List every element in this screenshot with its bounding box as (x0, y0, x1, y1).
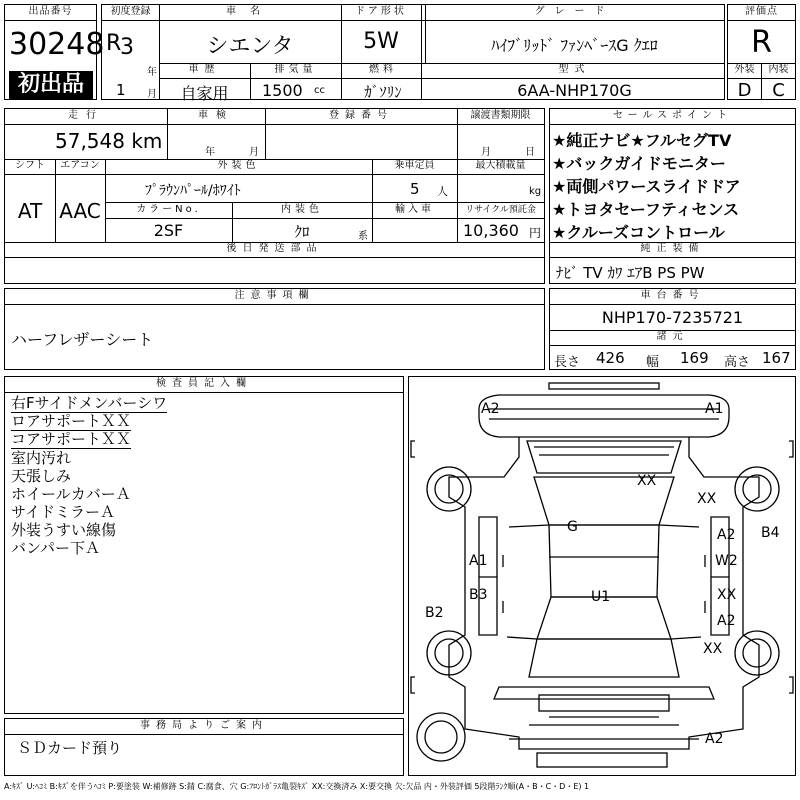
interior-color-unit: 系 (358, 231, 368, 242)
sales-points-box (549, 108, 796, 284)
interior-color: ｸﾛ (294, 223, 310, 241)
width-label: 幅 (646, 355, 660, 370)
office-value: ＳＤカード預り (17, 739, 123, 757)
exterior-grade: D (737, 80, 752, 101)
damage-mark: U1 (591, 589, 611, 605)
score: R (751, 25, 772, 60)
main-header-grid (101, 4, 725, 103)
ac-label: エアコン (60, 160, 100, 171)
car-outline-icon (409, 377, 795, 775)
sales-point-item: ★クルーズコントロール (552, 223, 725, 242)
first-time-badge: 初出品 (9, 71, 93, 99)
height-label: 高さ (724, 355, 751, 370)
lot-number: 30248 (9, 27, 105, 62)
damage-mark: XX (703, 641, 723, 657)
shift: AT (17, 199, 43, 223)
shift-label: シフト (15, 160, 45, 171)
door-type: 5W (363, 29, 399, 54)
inspection-month: 月 (249, 147, 259, 158)
score-label: 評価点 (728, 5, 795, 21)
damage-mark: B2 (425, 605, 444, 621)
inspection-label: 車検 (198, 110, 234, 121)
notes-box (4, 288, 545, 370)
damage-mark: XX (717, 587, 737, 603)
damage-mark: A2 (705, 731, 724, 747)
grade: ﾊｲﾌﾞﾘｯﾄﾞ ﾌｧﾝﾍﾞｰｽG ｸｴﾛ (491, 36, 658, 55)
sales-point-item: ★トヨタセーフティセンス (552, 200, 740, 219)
inspector-note-item: ホイールカバーＡ (11, 485, 131, 503)
import-label: 輸入車 (395, 204, 434, 215)
inspector-note-item: 右Fサイドメンバーシワ (11, 394, 168, 412)
door-label: ドア形状 (355, 6, 407, 17)
interior-color-label: 内装色 (281, 204, 323, 215)
reg-year: 3 (120, 35, 134, 60)
reg-era: R (106, 31, 122, 56)
length-value: 426 (596, 349, 625, 367)
displacement: 1500 (262, 81, 303, 100)
chassis-box (549, 288, 796, 370)
color-label: 外装色 (217, 160, 260, 171)
inspector-note-item: 天張しみ (11, 467, 72, 485)
damage-mark: A2 (717, 527, 736, 543)
sales-point-item: ★両側パワースライドドア (552, 177, 741, 196)
damage-mark: A2 (717, 613, 736, 629)
capacity: 5 (410, 180, 420, 198)
office-label: 事務局よりご案内 (5, 719, 403, 735)
color-no: 2SF (153, 221, 184, 240)
mileage: 57,548 km (55, 129, 163, 153)
recycle-unit: 円 (529, 226, 542, 240)
sales-point-item: ★純正ナビ★フルセグTV (552, 131, 732, 150)
plate-label: 登録番号 (329, 110, 393, 121)
damage-mark: G (567, 519, 578, 535)
reg-month: 1 (116, 81, 126, 99)
inspector-note-item: 外装うすい線傷 (11, 521, 117, 539)
damage-mark: B3 (469, 587, 488, 603)
exterior-label: 外装 (734, 64, 755, 75)
damage-mark: A2 (481, 401, 500, 417)
history: 自家用 (180, 84, 229, 103)
damage-mark: A1 (469, 553, 488, 569)
inspector-note-item: 室内汚れ (11, 449, 72, 467)
equipment-label: 純正装備 (640, 243, 705, 254)
capacity-label: 乗車定員 (394, 160, 435, 171)
reg-year-unit: 年 (147, 67, 157, 78)
transfer-month: 月 (481, 147, 491, 158)
displacement-label: 排気量 (274, 64, 317, 75)
inspection-year: 年 (205, 147, 215, 158)
lot-number-label: 出品番号 (5, 5, 96, 21)
fuel-label: 燃料 (369, 64, 397, 75)
color-no-label: カラーNo. (136, 204, 201, 215)
interior-grade: C (772, 80, 785, 101)
damage-mark: XX (697, 491, 717, 507)
sales-point-item: ★バックガイドモニター (552, 154, 726, 173)
damage-diagram (408, 376, 796, 776)
chassis-number: NHP170-7235721 (601, 308, 744, 327)
damage-mark: A1 (705, 401, 724, 417)
displacement-unit: cc (314, 85, 325, 96)
model: 6AA-NHP170G (517, 81, 632, 100)
inspector-box (4, 376, 404, 714)
length-label: 長さ (554, 355, 581, 370)
recycle: 10,360 (463, 221, 519, 240)
fuel: ｶﾞｿﾘﾝ (364, 83, 402, 101)
notes-value: ハーフレザーシート (11, 330, 154, 349)
grade-label: グレード (534, 6, 615, 17)
sales-points-label: セールスポイント (550, 109, 795, 125)
damage-mark: W2 (715, 553, 738, 569)
load-label: 最大積載量 (475, 160, 526, 171)
score-cell (727, 4, 796, 100)
inspector-label: 検査員記入欄 (5, 377, 403, 393)
damage-mark: B4 (761, 525, 780, 541)
chassis-label: 車台番号 (550, 289, 795, 305)
load-unit: kg (529, 186, 542, 197)
dimensions-label: 諸元 (656, 331, 689, 342)
history-label: 車歴 (188, 64, 221, 75)
model-label: 型式 (558, 64, 591, 75)
inspector-note-item: ロアサポートＸＸ (11, 412, 132, 430)
color: ﾌﾟﾗｳﾝﾊﾟｰﾙ/ﾎﾜｲﾄ (145, 183, 241, 199)
inspector-notes (11, 395, 401, 557)
transfer-label: 譲渡書類期限 (470, 110, 531, 121)
legend: A:ｷｽﾞ U:ﾍｺﾐ B:ｷｽﾞを伴うﾍｺﾐ P:要塗装 W:補修跡 S:錆 C:腐食、穴 G:ﾌﾛﾝﾄｶﾞﾗｽ亀裂ｷｽﾞ XX:交換済み X:要交換 欠:欠品 内・外装評価 5段階ﾗﾝｸ順(A・B・C・D・E) 1 (4, 782, 590, 791)
transfer-day: 日 (525, 147, 535, 158)
ac: AAC (59, 199, 101, 223)
car-name: シエンタ (206, 34, 294, 59)
equipment-value: ﾅﾋﾞ TV ｶﾜ ｴｱB PS PW (556, 264, 705, 282)
inspector-note-item: コアサポートＸＸ (11, 430, 132, 448)
width-value: 169 (680, 349, 709, 367)
notes-label: 注意事項欄 (5, 289, 544, 305)
inspector-note-item: サイドミラーＡ (11, 503, 115, 521)
lot-number-cell (4, 4, 105, 100)
capacity-unit: 人 (437, 185, 448, 198)
car-name-label: 車名 (226, 6, 274, 17)
later-parts-label: 後日発送部品 (226, 243, 323, 254)
vehicle-details-grid (4, 108, 545, 284)
office-box (4, 718, 404, 776)
recycle-label: リサイクル預託金 (465, 205, 536, 215)
height-value: 167 (762, 349, 791, 367)
reg-month-unit: 月 (147, 89, 157, 100)
inspector-note-item: バンパー下Ａ (11, 539, 100, 557)
reg-label: 初度登録 (110, 6, 151, 17)
mileage-label: 走行 (68, 110, 104, 121)
interior-label: 内装 (768, 64, 789, 75)
damage-mark: XX (637, 473, 657, 489)
